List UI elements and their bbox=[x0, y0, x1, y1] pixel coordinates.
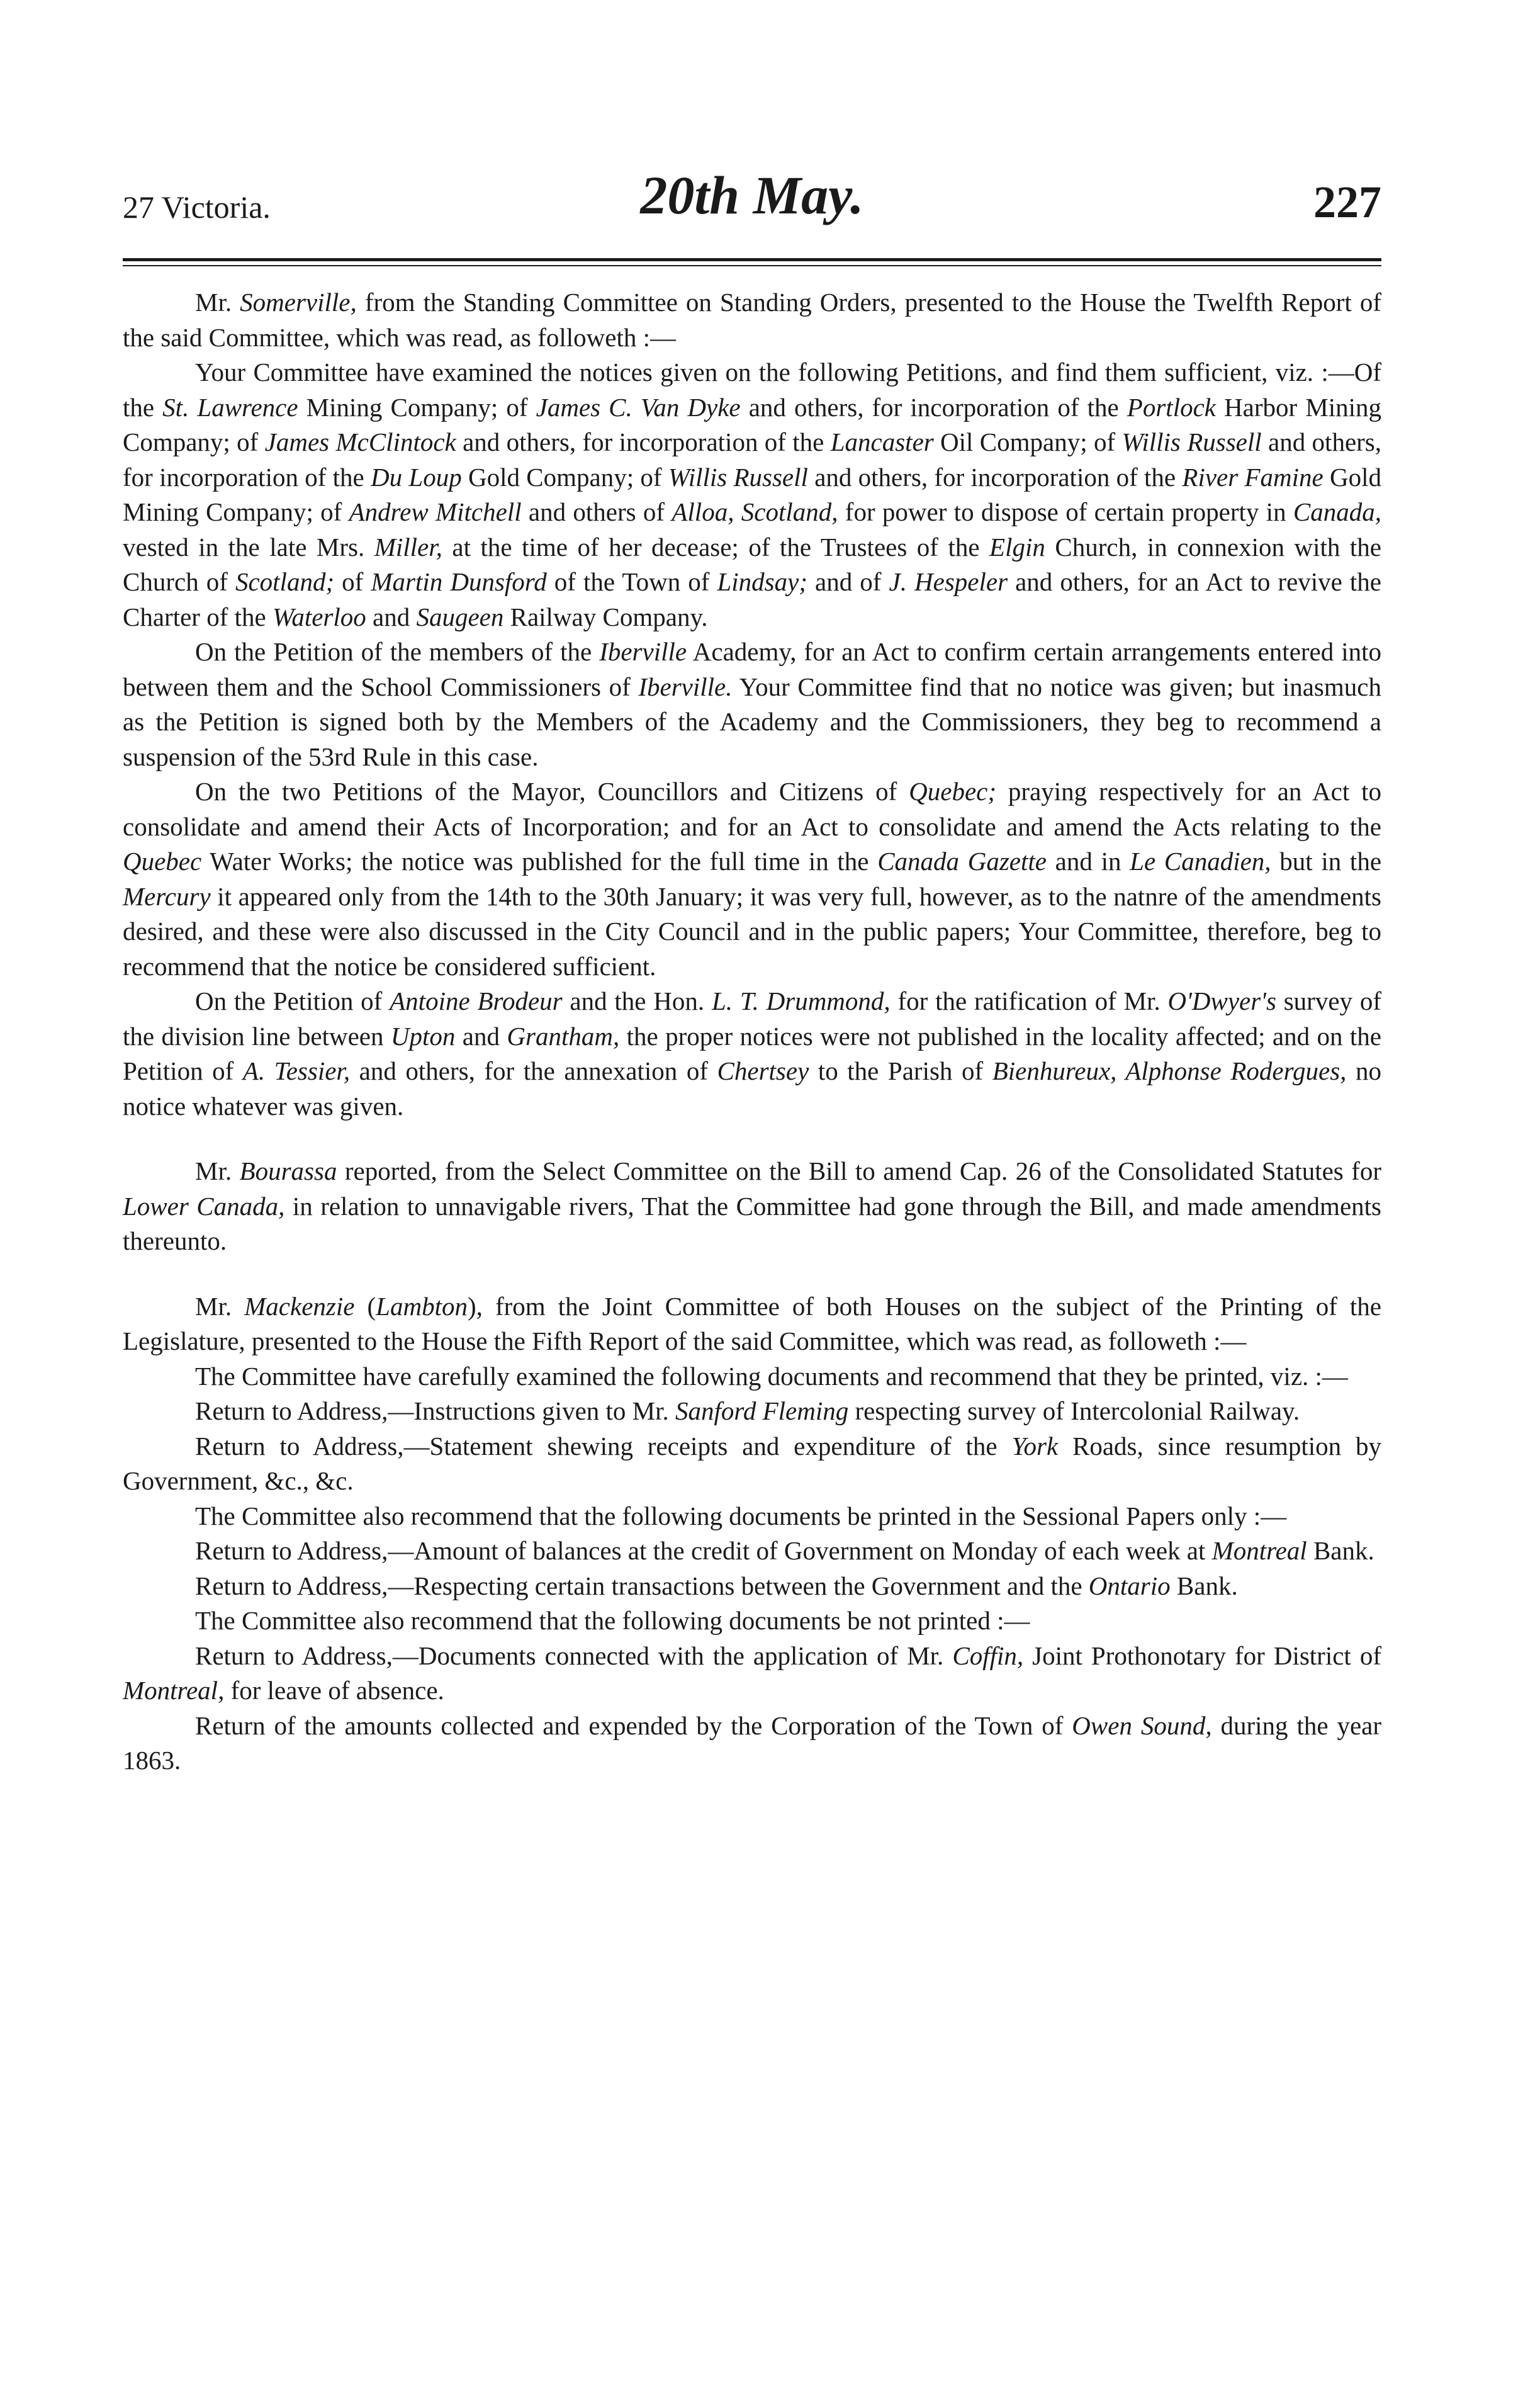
paragraph bbox=[123, 984, 1381, 1124]
paragraph bbox=[123, 635, 1381, 774]
text-run: Mr. bbox=[195, 1291, 245, 1321]
text-run: and others, for incorporation of the bbox=[123, 427, 1382, 492]
italic-run: Coffin, bbox=[952, 1641, 1024, 1670]
italic-run: Lambton bbox=[376, 1291, 468, 1321]
text-run: ), from the Joint Committee of both Houses on the subject of the Printing of the Legislature, presented to the House the Fifth Report of the said Committee, which was read, as followeth :— bbox=[123, 1291, 1381, 1355]
italic-run: Grantham, bbox=[507, 1021, 620, 1051]
text-run: reported, from the Select Committee on the Bill to amend Cap. 26 of the Consolidated Statutes for bbox=[337, 1156, 1381, 1185]
text-run: Mining Company; of bbox=[298, 392, 536, 422]
italic-run: Owen Sound, bbox=[1072, 1710, 1212, 1740]
italic-run: Sanford Fleming bbox=[675, 1396, 849, 1425]
text-run: survey of the division line between bbox=[123, 986, 1381, 1051]
italic-run: Lower Canada, bbox=[123, 1191, 285, 1221]
paragraph bbox=[123, 285, 1381, 355]
italic-run: River Famine bbox=[1182, 462, 1323, 492]
italic-run: Canada, bbox=[1293, 497, 1381, 526]
text-run: Return to Address,—Documents connected with the application of Mr. bbox=[195, 1641, 953, 1670]
text-run: Return to Address,—Statement shewing receipts and expenditure of the bbox=[195, 1431, 1012, 1461]
text-run: Oil Company; of bbox=[933, 427, 1122, 456]
text-run: of bbox=[334, 567, 371, 596]
italic-run: Chertsey bbox=[717, 1056, 809, 1085]
text-run: vested in the late Mrs. bbox=[123, 532, 374, 562]
italic-run: Martin Dunsford bbox=[371, 567, 547, 596]
italic-run: Mackenzie bbox=[244, 1291, 355, 1321]
italic-run: O'Dwyer's bbox=[1167, 986, 1276, 1015]
text-run: Gold Company; of bbox=[461, 462, 668, 492]
text-run: Water Works; the notice was published for the full time in the bbox=[201, 847, 878, 876]
italic-run: Miller, bbox=[374, 532, 442, 562]
text-run: and others, for incorporation of the bbox=[456, 427, 831, 456]
text-run: for power to dispose of certain property in bbox=[838, 497, 1293, 526]
text-run: The Committee have carefully examined the following documents and recommend that they be printed, viz. :— bbox=[195, 1361, 1348, 1391]
text-run: and others, for an Act to revive the Charter of the bbox=[123, 567, 1382, 631]
body-text bbox=[123, 285, 1381, 1778]
text-run: Railway Company. bbox=[503, 602, 708, 631]
text-run: Return to Address,—Instructions given to Mr. bbox=[195, 1396, 676, 1425]
italic-run: Scotland; bbox=[235, 567, 335, 596]
section-gap bbox=[123, 1124, 1381, 1154]
italic-run: Canada Gazette bbox=[877, 847, 1047, 876]
journal-page bbox=[123, 164, 1381, 1778]
text-run: Mr. bbox=[195, 288, 240, 317]
section-gap bbox=[123, 1259, 1381, 1289]
text-run: Harbor Mining Company; of bbox=[123, 392, 1381, 456]
text-run: and in bbox=[1046, 847, 1130, 876]
text-run: in relation to unnavigable rivers, That the Committee had gone through the Bill, and made amendments thereunto. bbox=[123, 1191, 1381, 1255]
running-head bbox=[123, 164, 1381, 233]
paragraph bbox=[123, 1709, 1381, 1778]
header-rule bbox=[123, 258, 1381, 266]
text-run: Joint Prothonotary for District of bbox=[1023, 1641, 1381, 1670]
paragraph bbox=[123, 1499, 1381, 1534]
text-run: and of bbox=[807, 567, 889, 596]
italic-run: Quebec; bbox=[909, 777, 997, 806]
italic-run: Quebec bbox=[123, 847, 202, 876]
paragraph bbox=[123, 1289, 1381, 1359]
text-run: On the Petition of bbox=[195, 986, 390, 1015]
italic-run: Upton bbox=[390, 1021, 456, 1051]
text-run: and the Hon. bbox=[562, 986, 712, 1015]
text-run: ( bbox=[354, 1291, 376, 1321]
text-run: Return of the amounts collected and expended by the Corporation of the Town of bbox=[195, 1710, 1072, 1740]
italic-run: Willis Russell bbox=[1121, 427, 1262, 456]
text-run: The Committee also recommend that the following documents be printed in the Sessional Papers only :— bbox=[195, 1501, 1287, 1530]
text-run: praying respectively for an Act to consolidate and amend their Acts of Incorporation; and for an Act to consolidate and amend the Acts relating to the bbox=[123, 777, 1381, 841]
text-run: from the Standing Committee on Standing Orders, presented to the House the Twelfth Report of the said Committee, which was read, as followeth :— bbox=[123, 288, 1381, 352]
text-run: the proper notices were not published in the locality affected; and on the Petition of bbox=[123, 1021, 1381, 1085]
text-run: Bank. bbox=[1170, 1571, 1238, 1600]
paragraph bbox=[123, 1603, 1381, 1639]
italic-run: L. T. Drummond, bbox=[711, 986, 891, 1015]
text-run: during the year 1863. bbox=[123, 1710, 1381, 1775]
paragraph bbox=[123, 1639, 1381, 1709]
text-run: and bbox=[455, 1021, 507, 1051]
italic-run: James McClintock bbox=[264, 427, 456, 456]
text-run: Your Committee have examined the notices given on the following Petitions, and find them sufficient, viz. :—Of the bbox=[123, 358, 1381, 422]
regnal-year: 27 Victoria. bbox=[123, 189, 271, 225]
italic-run: Du Loup bbox=[371, 462, 462, 492]
text-run: Church, in connexion with the Church of bbox=[123, 532, 1381, 596]
text-run: Return to Address,—Amount of balances at the credit of Government on Monday of each week at bbox=[195, 1536, 1212, 1565]
paragraph bbox=[123, 1569, 1381, 1604]
paragraph bbox=[123, 1429, 1381, 1499]
paragraph bbox=[123, 1534, 1381, 1569]
italic-run: Alloa, Scotland, bbox=[672, 497, 838, 526]
italic-run: Montreal bbox=[1211, 1536, 1307, 1565]
page-number: 227 bbox=[1313, 177, 1381, 227]
text-run: of the Town of bbox=[546, 567, 717, 596]
italic-run: Ontario bbox=[1088, 1571, 1171, 1600]
italic-run: J. Hespeler bbox=[889, 567, 1008, 596]
italic-run: Lindsay; bbox=[717, 567, 807, 596]
text-run: at the time of her decease; of the Trustees of the bbox=[442, 532, 990, 562]
italic-run: Montreal, bbox=[123, 1676, 225, 1705]
text-run: for leave of absence. bbox=[224, 1676, 444, 1705]
italic-run: St. Lawrence bbox=[162, 392, 298, 422]
italic-run: Elgin bbox=[989, 532, 1045, 562]
italic-run: Lancaster bbox=[830, 427, 934, 456]
italic-run: Waterloo bbox=[272, 602, 366, 631]
text-run: Roads, since resumption by Government, &c., &c. bbox=[123, 1431, 1381, 1495]
text-run: it appeared only from the 14th to the 30th January; it was very full, however, as to the natnre of the amendments desired, and these were also discussed in the City Council and in the public papers; Your Committee, therefore, beg to recommend that the notice be considered sufficient. bbox=[123, 881, 1381, 981]
paragraph bbox=[123, 1154, 1381, 1259]
paragraph bbox=[123, 355, 1381, 635]
text-run: On the Petition of the members of the bbox=[195, 637, 600, 666]
text-run: no notice whatever was given. bbox=[123, 1056, 1381, 1121]
italic-run: James C. Van Dyke bbox=[536, 392, 741, 422]
text-run: respecting survey of Intercolonial Railway. bbox=[848, 1396, 1300, 1425]
date-heading: 20th May. bbox=[640, 165, 864, 225]
italic-run: A. Tessier, bbox=[242, 1056, 351, 1085]
italic-run: Mercury bbox=[123, 881, 211, 911]
text-run: Bank. bbox=[1307, 1536, 1374, 1565]
text-run: Mr. bbox=[195, 1156, 240, 1185]
text-run: Return to Address,—Respecting certain transactions between the Government and the bbox=[195, 1571, 1089, 1600]
italic-run: Iberville bbox=[599, 637, 687, 666]
paragraph bbox=[123, 1359, 1381, 1394]
text-run: to the Parish of bbox=[809, 1056, 992, 1085]
italic-run: Saugeen bbox=[416, 602, 504, 631]
italic-run: York bbox=[1011, 1431, 1059, 1461]
text-run: Gold Mining Company; of bbox=[123, 462, 1381, 526]
italic-run: Andrew Mitchell bbox=[349, 497, 522, 526]
text-run: Academy, for an Act to confirm certain arrangements entered into between them and the School Commissioners of bbox=[123, 637, 1381, 701]
text-run: and others of bbox=[521, 497, 672, 526]
text-run: and others, for incorporation of the bbox=[807, 462, 1183, 492]
text-run: Your Committee find that no notice was given; but inasmuch as the Petition is signed both by the Members of the Academy and the Commissioners, they beg to recommend a suspension of the 53rd Rule in this case. bbox=[123, 672, 1381, 771]
text-run: for the ratification of Mr. bbox=[890, 986, 1168, 1015]
italic-run: Le Canadien, bbox=[1130, 847, 1271, 876]
italic-run: Portlock bbox=[1127, 392, 1216, 422]
italic-run: Bienhureux, Alphonse Rodergues, bbox=[992, 1056, 1347, 1085]
paragraph bbox=[123, 774, 1381, 984]
italic-run: Bourassa bbox=[239, 1156, 337, 1185]
text-run: and others, for incorporation of the bbox=[740, 392, 1127, 422]
text-run: but in the bbox=[1271, 847, 1382, 876]
italic-run: Willis Russell bbox=[668, 462, 808, 492]
italic-run: Iberville. bbox=[638, 672, 733, 701]
italic-run: Antoine Brodeur bbox=[390, 986, 563, 1015]
paragraph bbox=[123, 1394, 1381, 1429]
text-run: and bbox=[366, 602, 417, 631]
italic-run: Somerville, bbox=[240, 288, 357, 317]
text-run: and others, for the annexation of bbox=[350, 1056, 717, 1085]
text-run: On the two Petitions of the Mayor, Councillors and Citizens of bbox=[195, 777, 909, 806]
text-run: The Committee also recommend that the following documents be not printed :— bbox=[195, 1606, 1030, 1635]
